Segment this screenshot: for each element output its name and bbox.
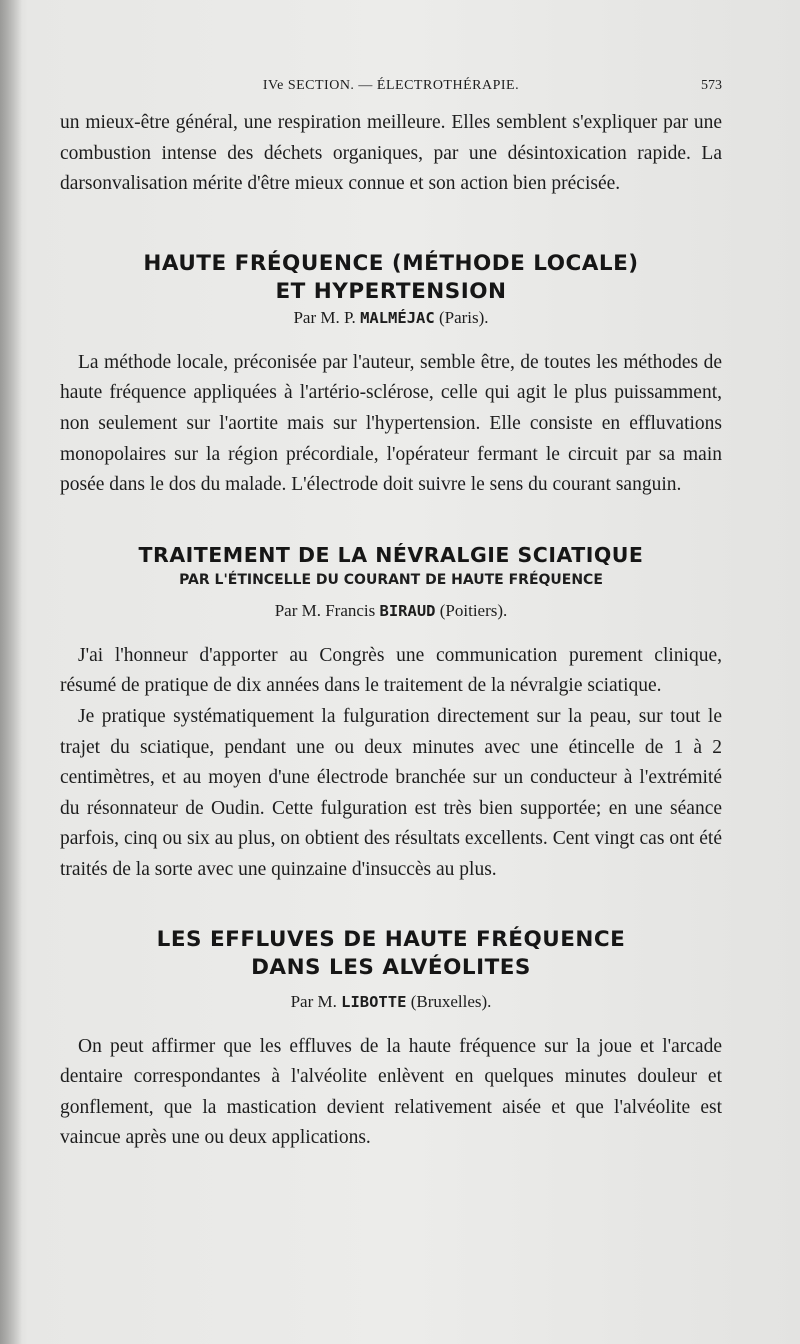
article2-author-prefix: Par M. Francis bbox=[274, 600, 376, 620]
article3-title-line2: DANS LES ALVÉOLITES bbox=[251, 954, 531, 980]
article1-title-line2: ET HYPERTENSION bbox=[275, 278, 507, 304]
article-biraud bbox=[60, 541, 722, 886]
article2-title: TRAITEMENT DE LA NÉVRALGIE SCIATIQUE bbox=[138, 542, 644, 567]
article3-title-line1: LES EFFLUVES DE HAUTE FRÉQUENCE bbox=[156, 926, 626, 952]
article2-subtitle: PAR L'ÉTINCELLE DU COURANT DE HAUTE FRÉQUENCE bbox=[179, 571, 603, 588]
running-head-title: IVe SECTION. — ÉLECTROTHÉRAPIE. bbox=[262, 78, 520, 93]
article3-author-name: LIBOTTE bbox=[341, 992, 407, 1011]
page-edge-shadow bbox=[0, 0, 22, 1344]
article2-author-name: BIRAUD bbox=[379, 601, 436, 620]
article-libotte bbox=[60, 926, 722, 1154]
article1-author bbox=[60, 306, 722, 330]
article1-author-city: (Paris). bbox=[438, 307, 489, 327]
article3-author bbox=[60, 990, 722, 1014]
article1-title-line1: HAUTE FRÉQUENCE (MÉTHODE LOCALE) bbox=[143, 250, 639, 276]
article2-author bbox=[60, 599, 722, 623]
article3-author-prefix: Par M. bbox=[290, 991, 337, 1011]
article2-paragraph-2: Je pratique systématiquement la fulguration directement sur la peau, sur tout le trajet du sciatique, pendant une ou deux minutes avec une étincelle de 1 à 2 centimètres, et au moyen d'une électrode branchée sur un conducteur à l'extrémité du résonnateur de Oudin. Cette fulguration est très bien supportée; en une séance parfois, cinq ou six au plus, on obtient des résultats excellents. Cent vingt cas ont été traités de la sorte avec une quinzaine d'insuccès au plus. bbox=[60, 705, 722, 880]
article3-paragraph: On peut affirmer que les effluves de la haute fréquence sur la joue et l'arcade dentaire correspondantes à l'alvéolite enlèvent en quelques minutes douleur et gonflement, que la mastication devient relativement aisée et que l'alvéolite est vaincue après une ou deux applications. bbox=[60, 1035, 722, 1149]
article-malmejac bbox=[60, 250, 722, 501]
page-content bbox=[60, 108, 722, 1154]
page-number: 573 bbox=[701, 78, 722, 93]
article2-author-city: (Poitiers). bbox=[439, 600, 508, 620]
article1-author-prefix: Par M. P. bbox=[293, 307, 356, 327]
article1-author-name: MALMÉJAC bbox=[360, 308, 435, 327]
article1-paragraph: La méthode locale, préconisée par l'auteur, semble être, de toutes les méthodes de haute fréquence appliquées à l'artério-sclérose, celle qui agit le plus puissamment, non seulement sur l'aortite mais sur l'hypertension. Elle consiste en effluvations monopolaires sur la région précordiale, l'opérateur fermant le circuit par sa main posée dans le dos du malade. L'électrode doit suivre le sens du courant sanguin. bbox=[60, 351, 722, 496]
running-head bbox=[60, 78, 722, 100]
article3-author-city: (Bruxelles). bbox=[410, 991, 492, 1011]
article2-paragraph-1: J'ai l'honneur d'apporter au Congrès une communication purement clinique, résumé de pratique de dix années dans le traitement de la névralgie sciatique. bbox=[60, 644, 722, 697]
intro-paragraph: un mieux-être général, une respiration meilleure. Elles semblent s'expliquer par une combustion intense des déchets organiques, par une désintoxication rapide. La darsonvalisation mérite d'être mieux connue et son action bien précisée. bbox=[60, 112, 722, 195]
